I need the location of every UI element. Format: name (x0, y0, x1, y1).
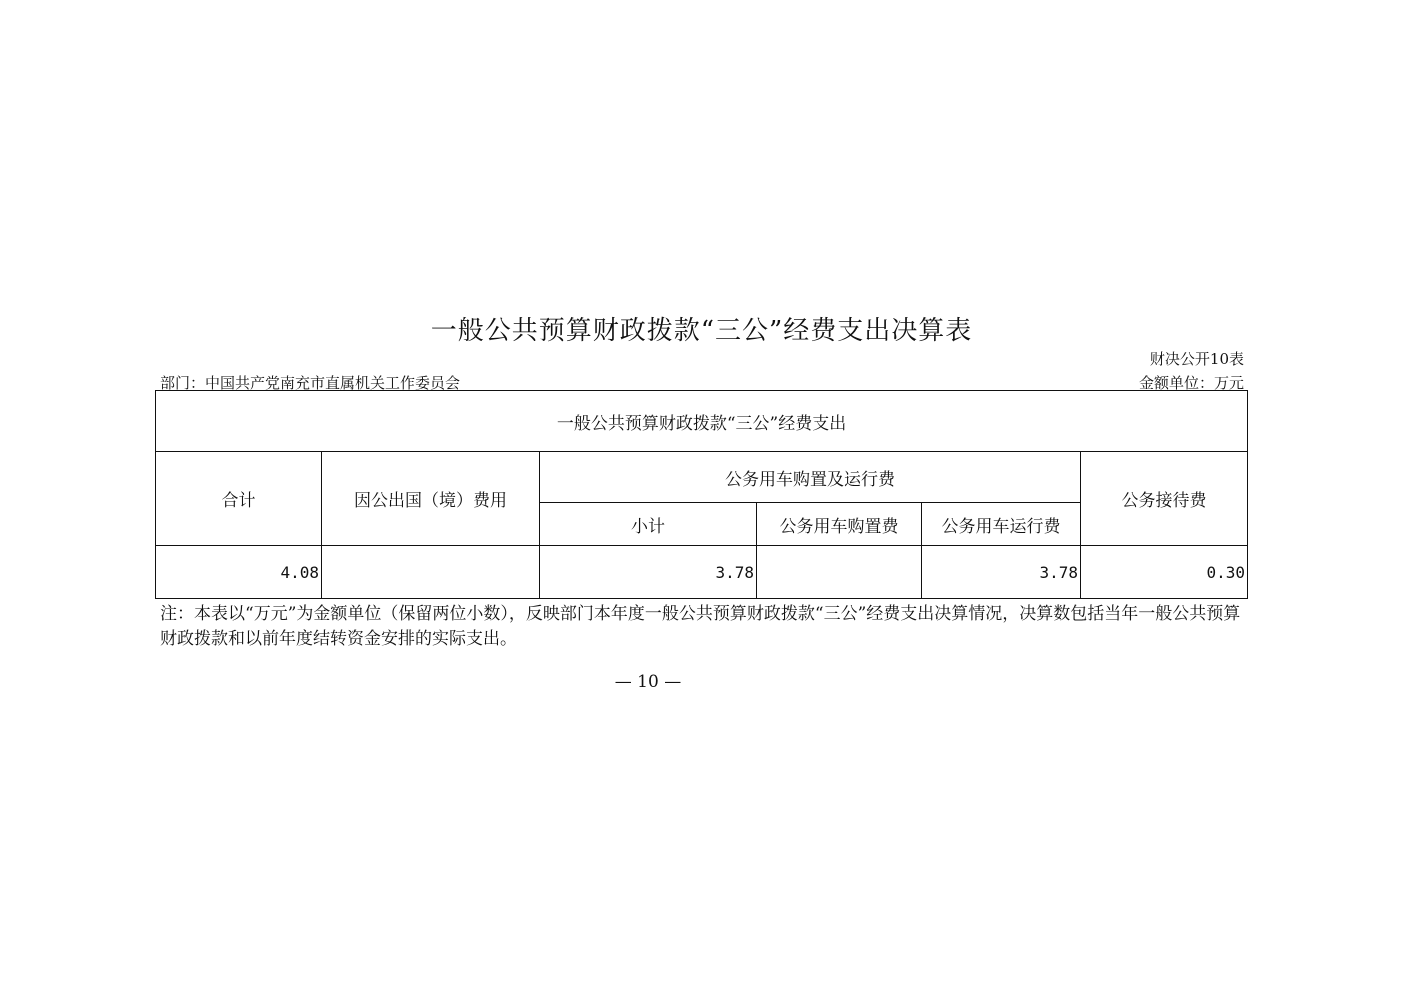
table-header-row (156, 391, 1248, 452)
expense-table (155, 390, 1248, 599)
table-code: 财决公开10表 (1149, 350, 1244, 368)
col-header-reception: 公务接待费 (1081, 452, 1248, 546)
table-note: 注：本表以“万元”为金额单位（保留两位小数），反映部门本年度一般公共预算财政拨款“三公”经费支出决算情况，决算数包括当年一般公共预算财政拨款和以前年度结转资金安排的实际支出。 (160, 604, 1241, 649)
cell-abroad (322, 546, 540, 599)
cell-reception: 0.30 (1081, 546, 1248, 599)
col-header-total: 合计 (156, 452, 322, 546)
cell-vehicle-operation: 3.78 (922, 546, 1081, 599)
page-number: — 10 — (614, 672, 682, 692)
cell-vehicle-subtotal: 3.78 (540, 546, 757, 599)
table-row (156, 546, 1248, 599)
table-main-header: 一般公共预算财政拨款“三公”经费支出 (156, 391, 1248, 452)
cell-total: 4.08 (156, 546, 322, 599)
table-subheader-row (156, 452, 1248, 503)
col-header-vehicle-group: 公务用车购置及运行费 (540, 452, 1081, 503)
page-title: 一般公共预算财政拨款“三公”经费支出决算表 (430, 316, 973, 346)
unit-label: 金额单位：万元 (1138, 374, 1244, 392)
col-header-vehicle-purchase: 公务用车购置费 (757, 503, 922, 546)
col-header-vehicle-subtotal: 小计 (540, 503, 757, 546)
col-header-abroad: 因公出国（境）费用 (322, 452, 540, 546)
col-header-vehicle-operation: 公务用车运行费 (922, 503, 1081, 546)
department-label: 部门：中国共产党南充市直属机关工作委员会 (160, 374, 461, 392)
cell-vehicle-purchase (757, 546, 922, 599)
